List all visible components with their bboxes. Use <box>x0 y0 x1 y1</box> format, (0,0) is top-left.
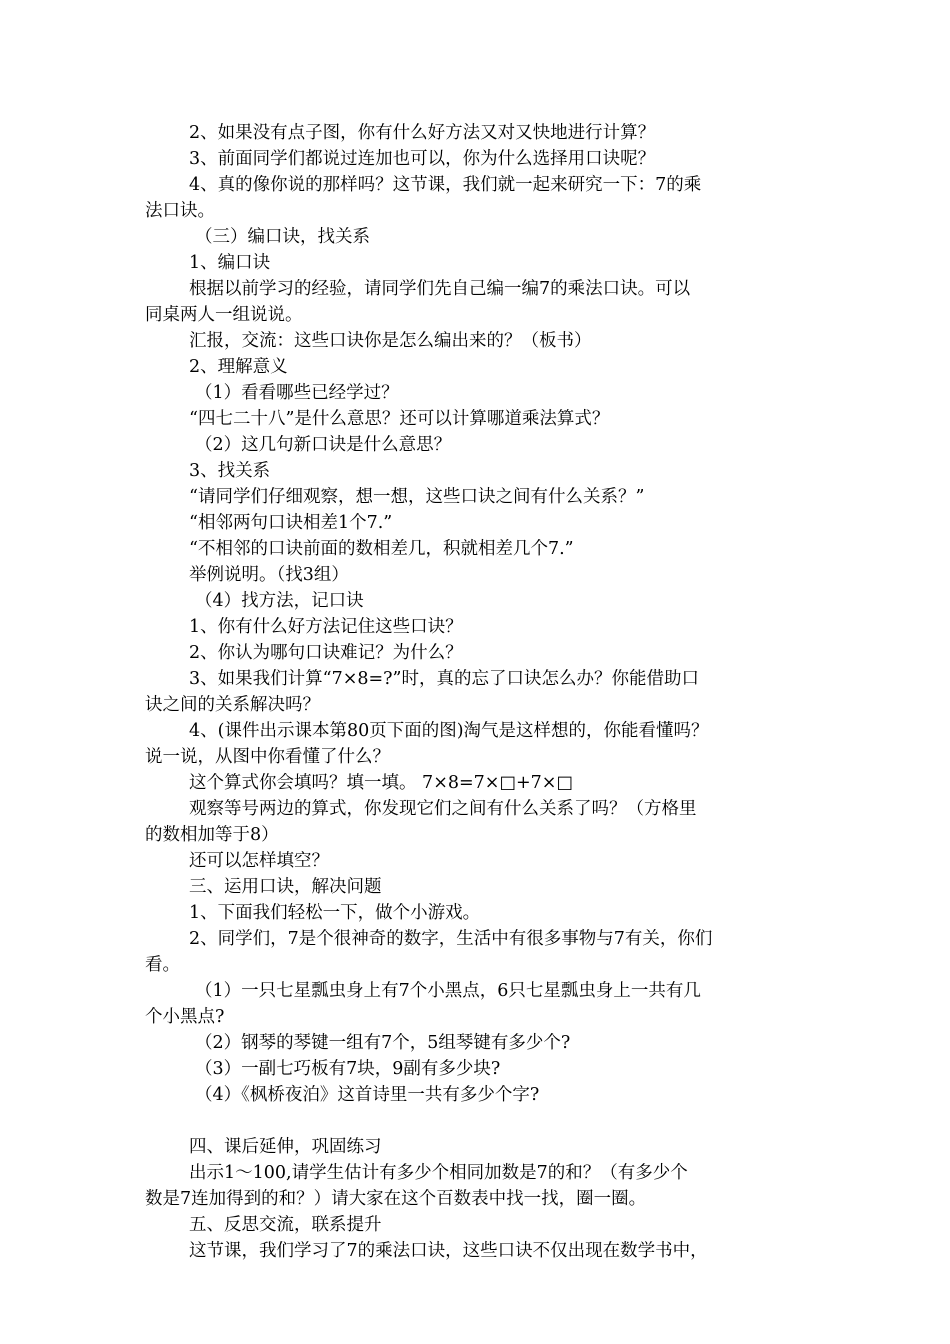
text-line: 同桌两人一组说说。 <box>145 305 303 325</box>
text-line: 汇报，交流：这些口诀你是怎么编出来的？（板书） <box>189 331 592 351</box>
text-line: （2）这几句新口诀是什么意思？ <box>195 435 452 455</box>
text-line: 这节课，我们学习了7的乘法口诀，这些口诀不仅出现在数学书中， <box>189 1241 708 1261</box>
text-line: 2、同学们，7是个很神奇的数字，生活中有很多事物与7有关，你们 <box>189 929 713 949</box>
text-line: 五、反思交流，联系提升 <box>189 1215 382 1235</box>
text-line: 出示1～100,请学生估计有多少个相同加数是7的和？（有多少个 <box>189 1163 688 1183</box>
text-line: 1、你有什么好方法记住这些口诀？ <box>189 617 463 637</box>
text-line: 的数相加等于8） <box>145 825 279 845</box>
text-line: （4）《枫桥夜泊》这首诗里一共有多少个字? <box>195 1085 540 1105</box>
text-line: “相邻两句口诀相差1个7.” <box>189 513 393 533</box>
text-line: 还可以怎样填空？ <box>189 851 329 871</box>
text-line: “请同学们仔细观察，想一想，这些口诀之间有什么关系？” <box>189 487 645 507</box>
text-line: 观察等号两边的算式，你发现它们之间有什么关系了吗？（方格里 <box>189 799 697 819</box>
text-line: （3）一副七巧板有7块，9副有多少块? <box>195 1059 501 1079</box>
text-line: 个小黑点? <box>145 1007 225 1027</box>
text-line: 2、如果没有点子图，你有什么好方法又对又快地进行计算？ <box>189 123 656 143</box>
text-line: （三）编口诀，找关系 <box>195 227 370 247</box>
text-line: 根据以前学习的经验，请同学们先自己编一编7的乘法口诀。可以 <box>189 279 691 299</box>
text-line: 举例说明。（找3组） <box>189 565 349 585</box>
text-line: （1）看看哪些已经学过？ <box>195 383 399 403</box>
text-line: 3、找关系 <box>189 461 271 481</box>
document-body <box>145 120 815 1264</box>
text-line: 3、如果我们计算“7×8=?”时，真的忘了口诀怎么办？你能借助口 <box>189 669 700 689</box>
text-line: 1、编口诀 <box>189 253 271 273</box>
text-line: 3、前面同学们都说过连加也可以，你为什么选择用口诀呢？ <box>189 149 656 169</box>
text-line: 法口诀。 <box>145 201 215 221</box>
text-line: 看。 <box>145 955 180 975</box>
text-line: （1）一只七星瓢虫身上有7个小黑点，6只七星瓢虫身上一共有几 <box>195 981 701 1001</box>
text-line: （2）钢琴的琴键一组有7个，5组琴键有多少个? <box>195 1033 571 1053</box>
text-line: “四七二十八”是什么意思？还可以计算哪道乘法算式？ <box>189 409 610 429</box>
text-line: 四、课后延伸，巩固练习 <box>189 1137 382 1157</box>
text-line: 诀之间的关系解决吗？ <box>145 695 320 715</box>
text-line: 1、下面我们轻松一下，做个小游戏。 <box>189 903 481 923</box>
text-line: 三、运用口诀，解决问题 <box>189 877 382 897</box>
text-line: 这个算式你会填吗？填一填。 7×8=7×□+7×□ <box>189 773 573 793</box>
text-line: （4）找方法，记口诀 <box>195 591 364 611</box>
text-line: 2、理解意义 <box>189 357 288 377</box>
text-line: 2、你认为哪句口诀难记？为什么？ <box>189 643 463 663</box>
text-line: “不相邻的口诀前面的数相差几，积就相差几个7.” <box>189 539 574 559</box>
text-line: 4、(课件出示课本第80页下面的图)淘气是这样想的，你能看懂吗？ <box>189 721 709 741</box>
text-line: 4、真的像你说的那样吗？这节课，我们就一起来研究一下：7的乘 <box>189 175 702 195</box>
text-line: 说一说，从图中你看懂了什么？ <box>145 747 390 767</box>
text-line: 数是7连加得到的和？）请大家在这个百数表中找一找，圈一圈。 <box>145 1189 647 1209</box>
blank-line <box>145 1108 815 1134</box>
